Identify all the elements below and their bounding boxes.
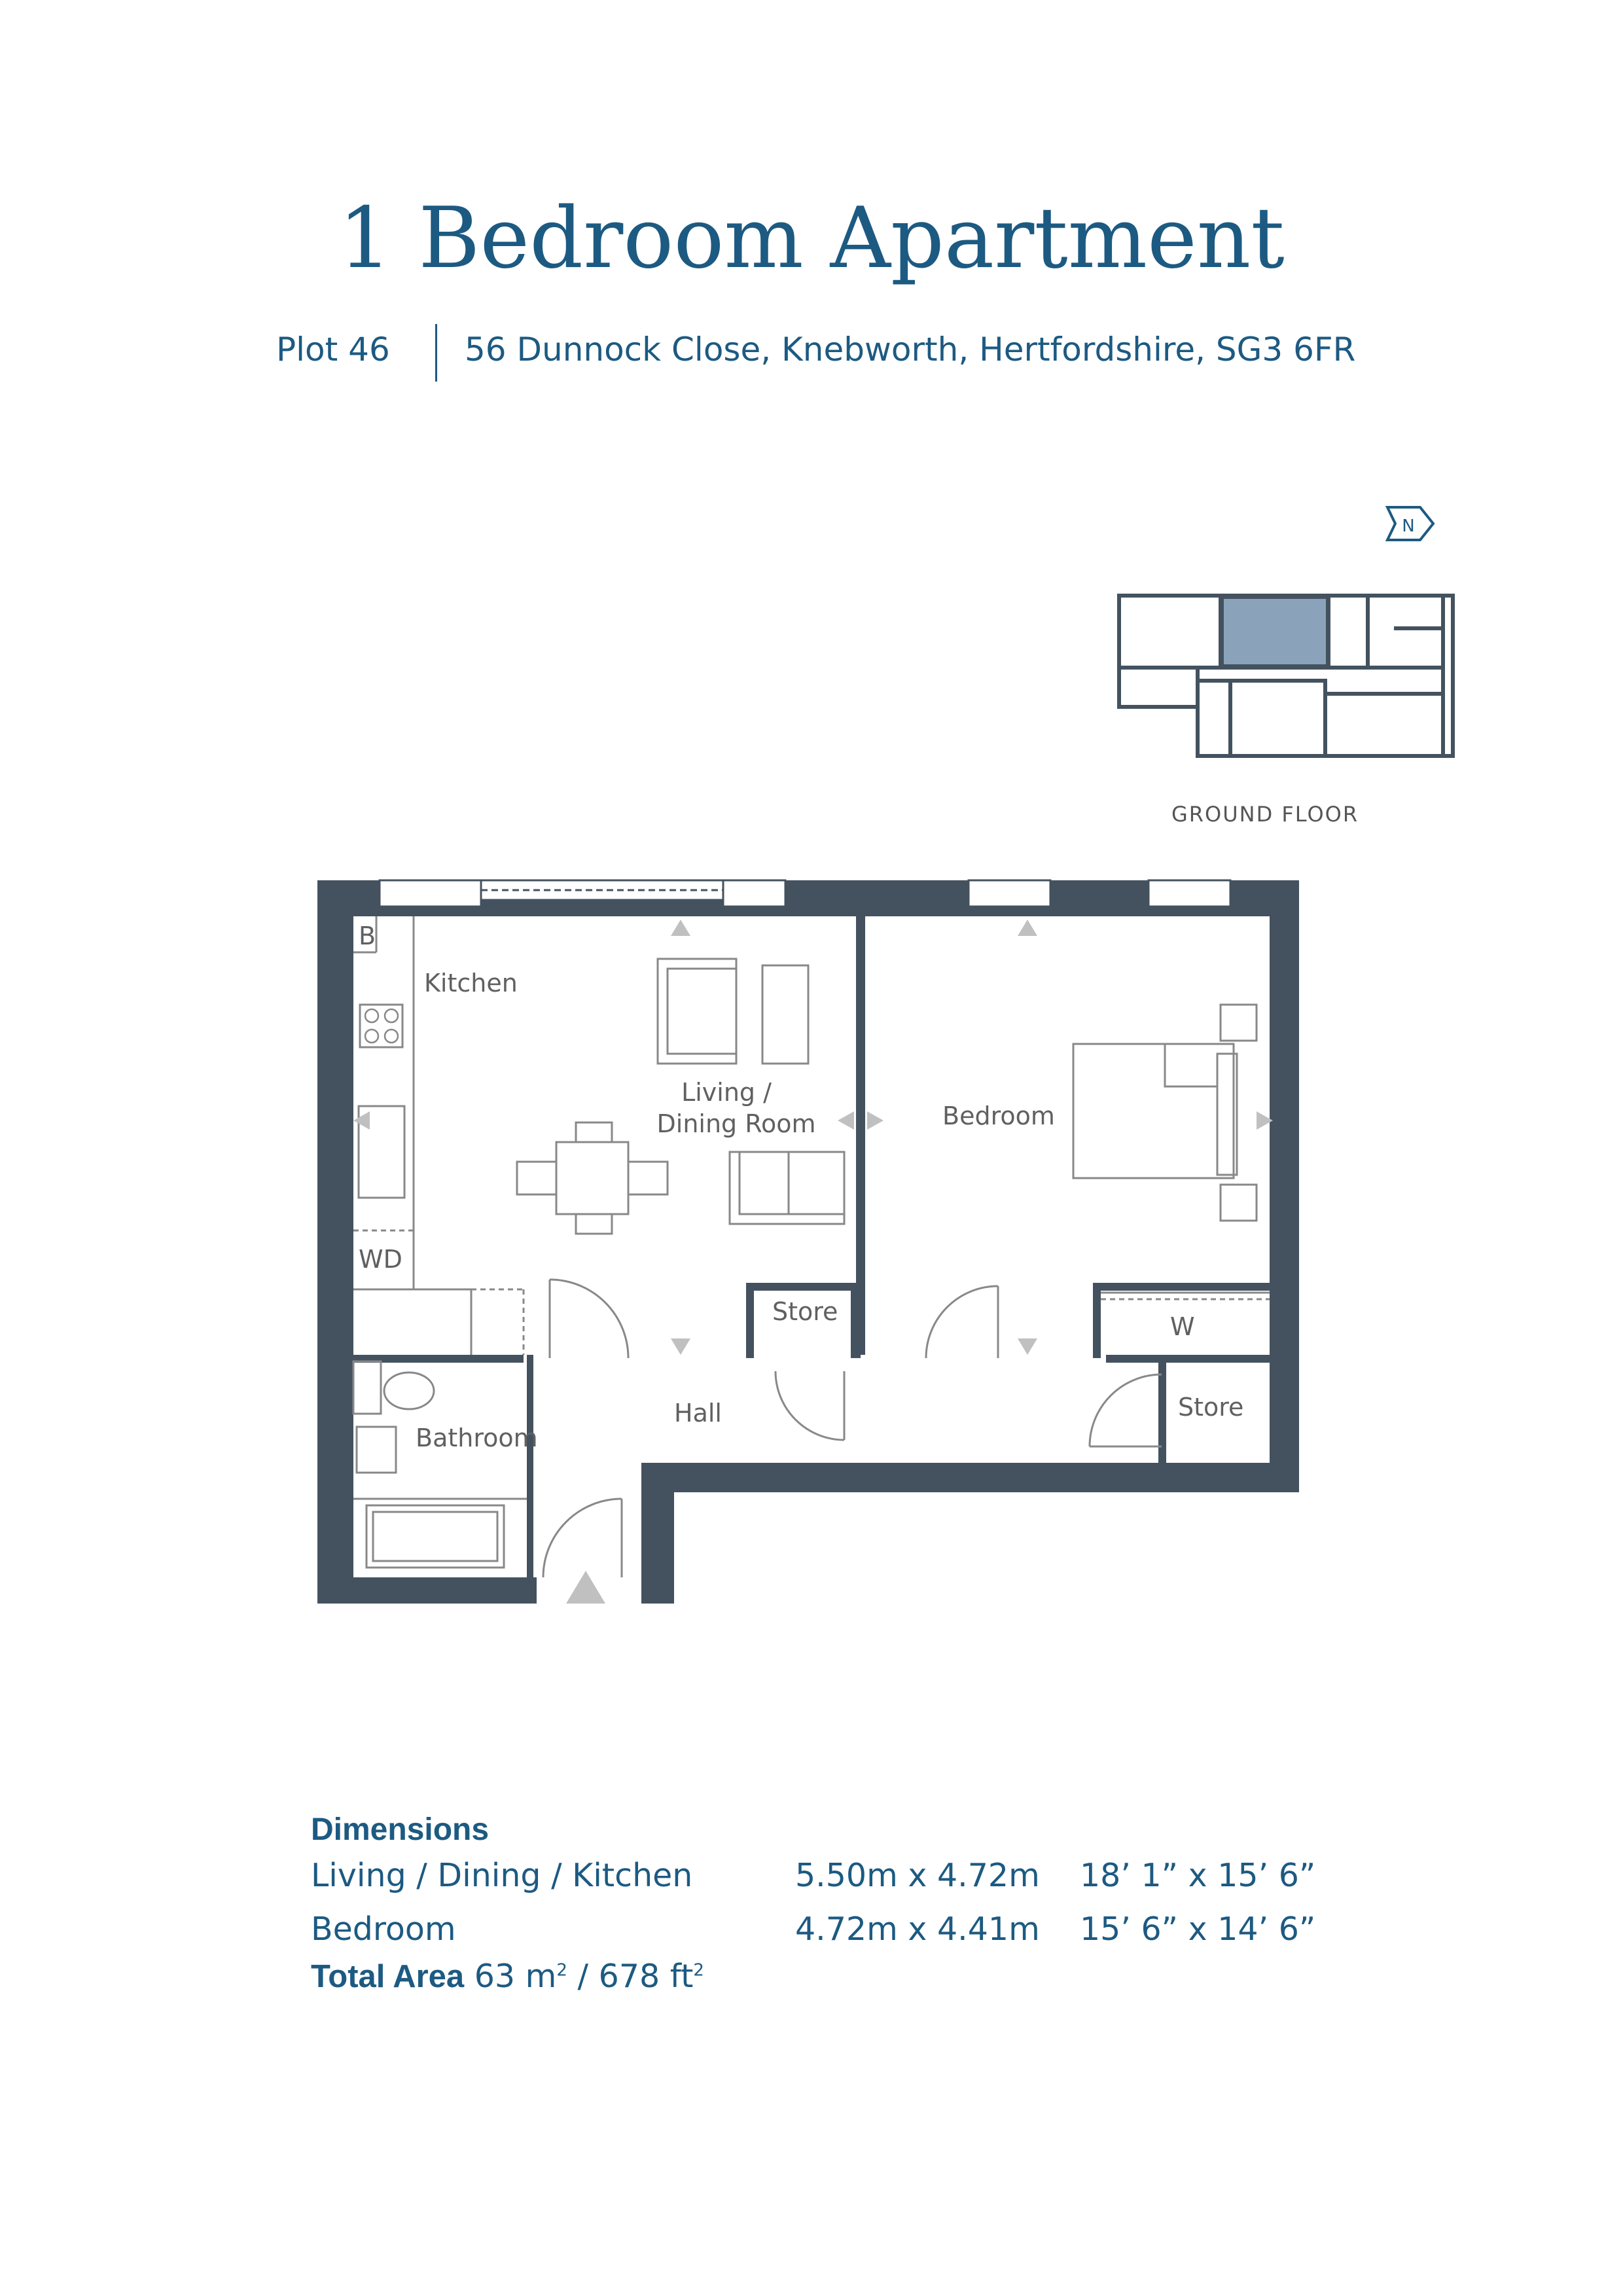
dimension-room: Bedroom [311, 1910, 456, 1948]
bathroom-label: Bathroom [416, 1424, 538, 1452]
bathroom-fixtures [353, 1361, 527, 1568]
dimension-row [311, 1901, 1358, 1955]
bedroom-label: Bedroom [942, 1102, 1055, 1130]
key-plan-highlight [1222, 598, 1327, 666]
dimensions-table [311, 1812, 1358, 1995]
total-area-ft2: 678 ft [598, 1958, 694, 1995]
page-title: 1 Bedroom Apartment [338, 190, 1285, 287]
wardrobe-label: W [1170, 1312, 1195, 1341]
kitchen-label: Kitchen [424, 969, 518, 997]
dimensions-heading: Dimensions [311, 1812, 490, 1847]
bedroom-furniture [1073, 1005, 1270, 1299]
view-markers [353, 920, 1273, 1604]
wd-label: WD [359, 1245, 402, 1274]
dimension-imperial: 18’ 1” x 15’ 6” [1080, 1857, 1316, 1894]
store-hall-label: Store [772, 1297, 838, 1326]
living-label-line2: Dining Room [656, 1109, 816, 1138]
total-area-separator: / [567, 1958, 599, 1995]
compass-icon [1387, 507, 1433, 540]
dimension-imperial: 15’ 6” x 14’ 6” [1080, 1910, 1316, 1948]
dimension-metric: 5.50m x 4.72m [795, 1857, 1040, 1894]
hob-icon [365, 1009, 398, 1043]
hall-label: Hall [674, 1399, 722, 1427]
boiler-label: B [359, 922, 376, 950]
property-address: 56 Dunnock Close, Knebworth, Hertfordshire, SG3 6FR [465, 331, 1356, 368]
key-plan-floor-label: GROUND FLOOR [1171, 802, 1359, 827]
store-right-label: Store [1178, 1393, 1244, 1422]
plot-number: Plot 46 [276, 331, 390, 368]
dimension-room: Living / Dining / Kitchen [311, 1857, 693, 1894]
dimension-row [311, 1848, 1358, 1901]
m2-superscript: 2 [556, 1960, 567, 1981]
compass-label: N [1402, 516, 1415, 536]
living-furniture [517, 959, 844, 1234]
living-label-line1: Living / [681, 1078, 772, 1107]
total-area-m2: 63 m [474, 1958, 557, 1995]
total-area [311, 1958, 1358, 1995]
total-area-label: Total Area [311, 1959, 465, 1994]
dimension-metric: 4.72m x 4.41m [795, 1910, 1040, 1948]
ft2-superscript: 2 [693, 1960, 704, 1981]
